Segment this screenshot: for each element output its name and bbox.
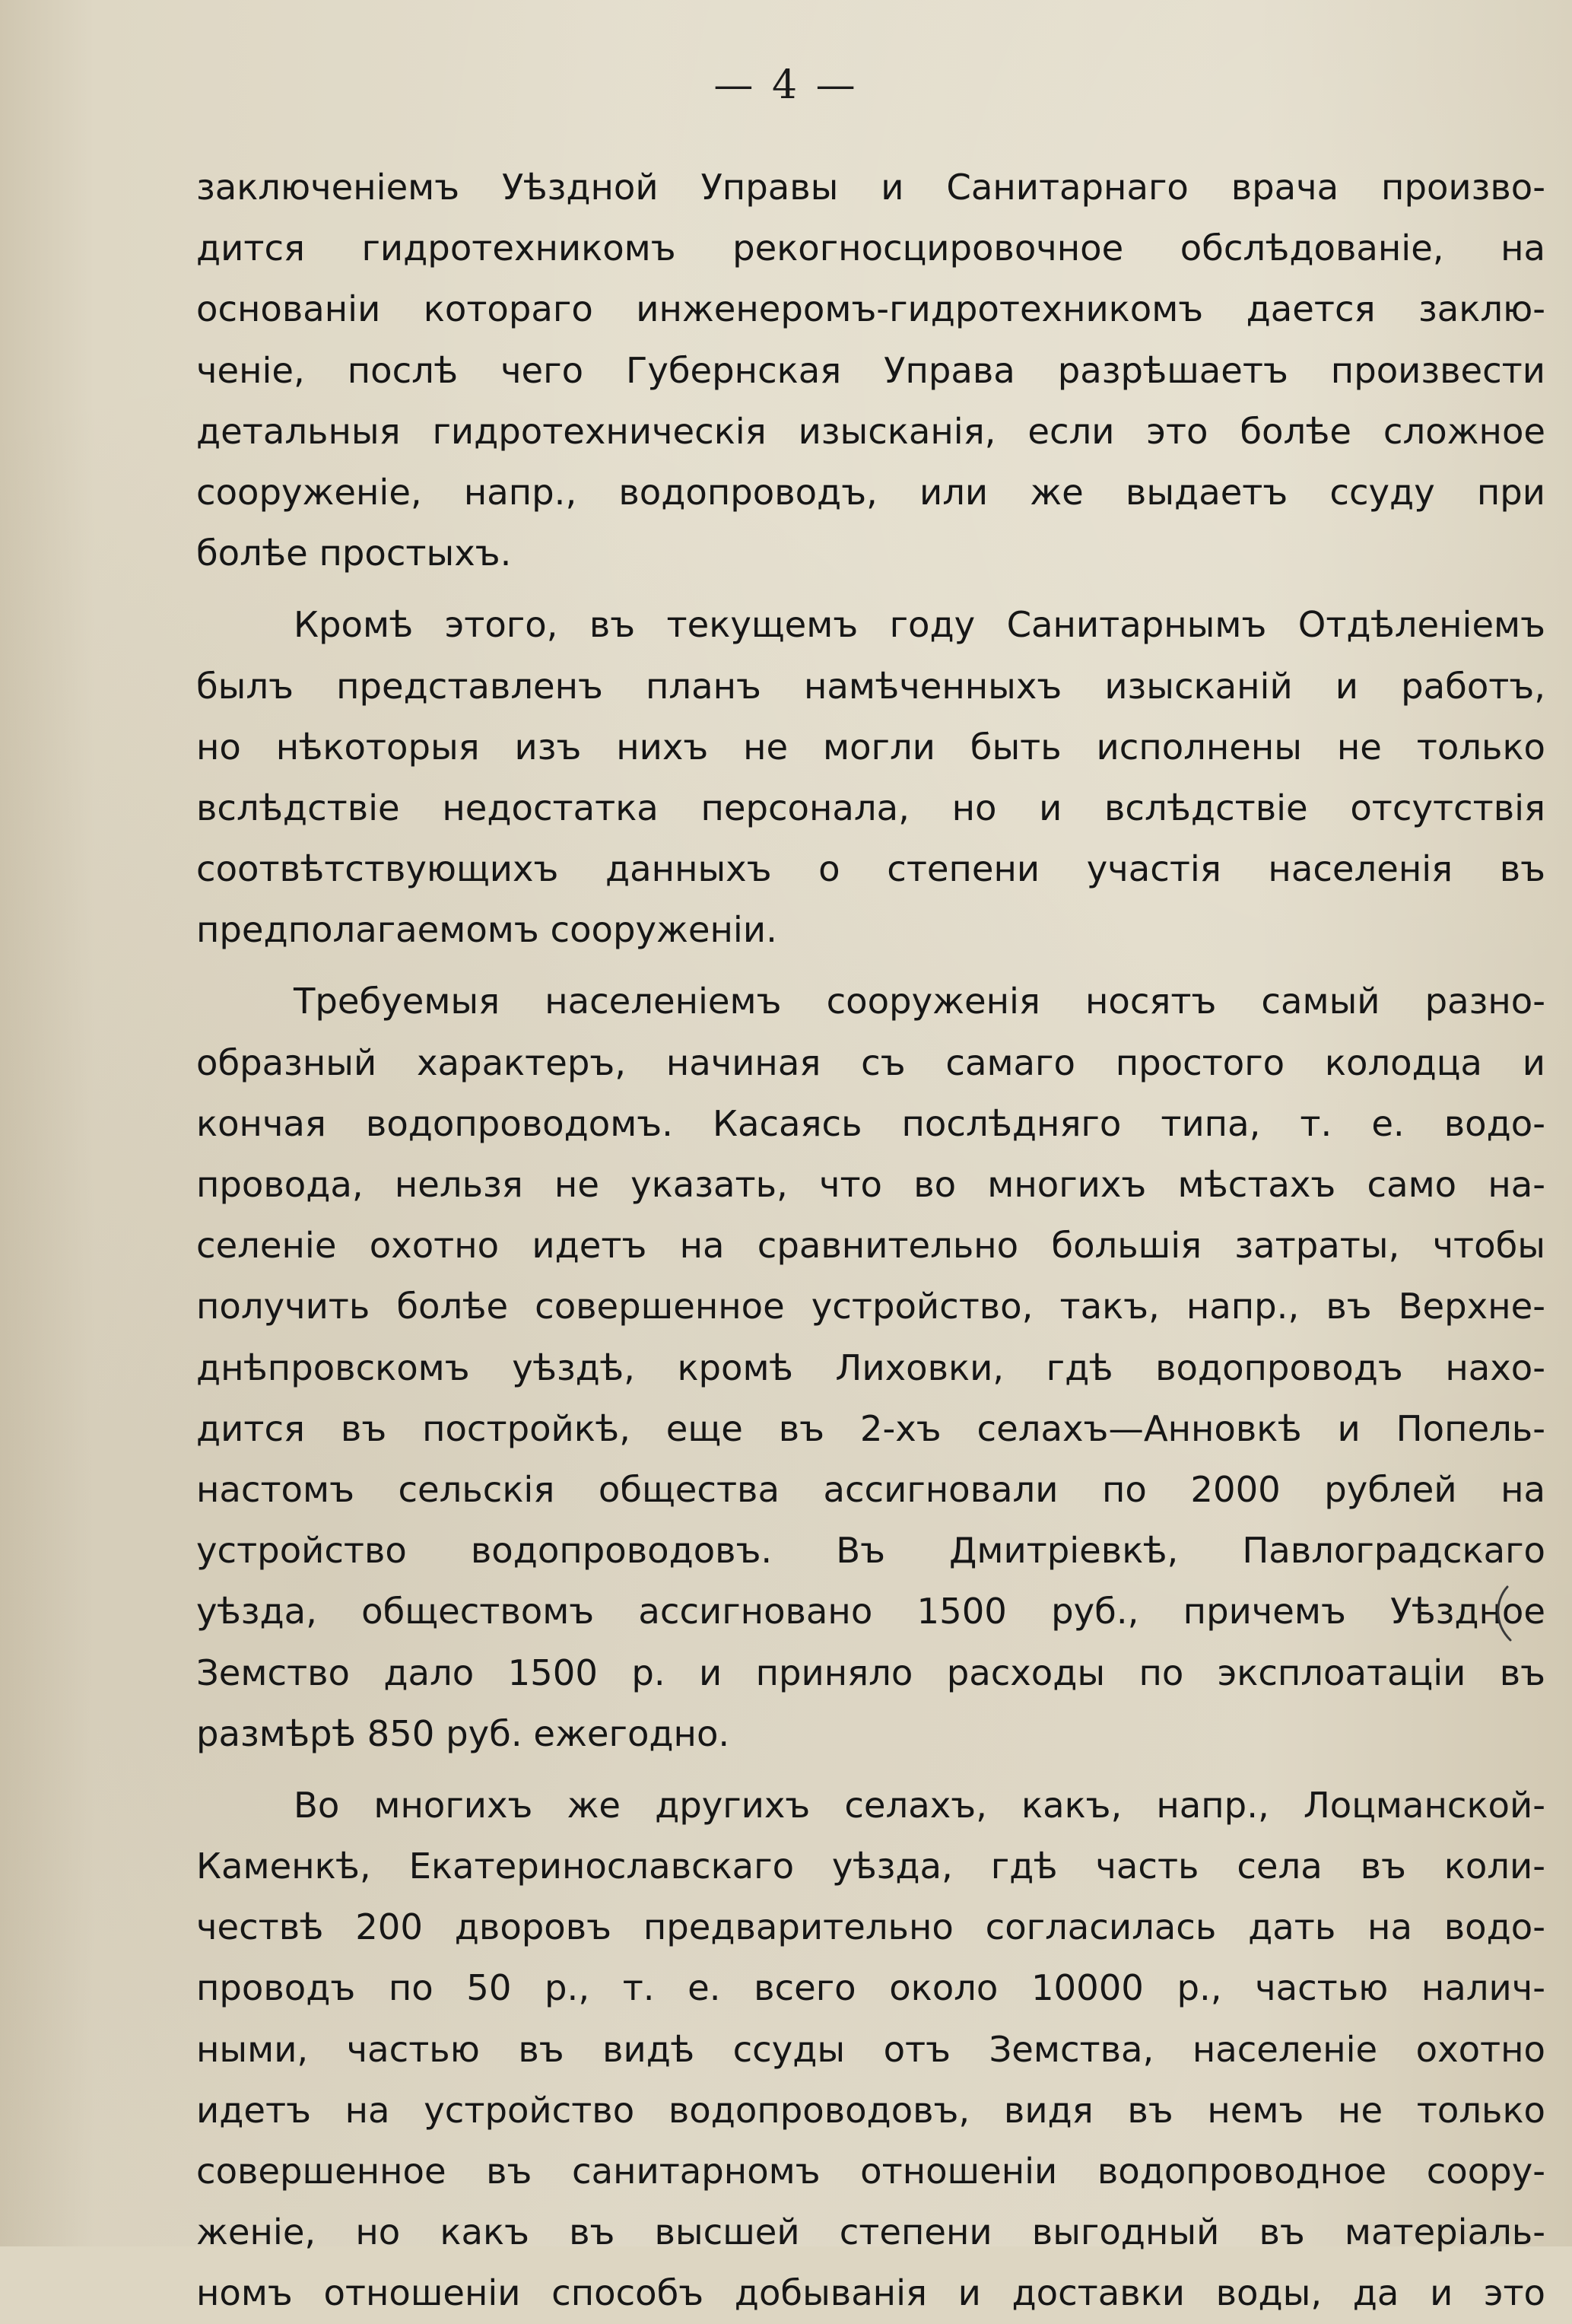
paragraph [196, 1775, 1545, 2324]
text-line: дится гидротехникомъ рекогносцировочное обслѣдованіе, на [196, 227, 1545, 269]
paragraph [196, 971, 1545, 1763]
text-line: женіе, но какъ въ высшей степени выгодный въ матеріаль- [196, 2211, 1545, 2253]
paragraph [196, 157, 1545, 583]
text-line: Каменкѣ, Екатеринославскаго уѣзда, гдѣ часть села въ коли- [196, 1846, 1545, 1887]
paragraph-gap [196, 1764, 1545, 1775]
text-line: днѣпровскомъ уѣздѣ, кромѣ Лиховки, гдѣ водопроводъ нахо- [196, 1346, 1545, 1388]
text-line: устройство водопроводовъ. Въ Дмитріевкѣ, Павлоградскаго [196, 1530, 1545, 1572]
text-line: получить болѣе совершенное устройство, такъ, напр., въ Верхне- [196, 1286, 1545, 1327]
margin-pencil-mark [1491, 1584, 1521, 1645]
text-line: детальныя гидротехническія изысканія, если это болѣе сложное [196, 410, 1545, 452]
text-line: размѣрѣ 850 руб. ежегодно. [196, 1712, 730, 1754]
text-line: образный характеръ, начиная съ самаго простого колодца и [196, 1041, 1545, 1083]
text-line: заключеніемъ Уѣздной Управы и Санитарнаго врача произво- [196, 167, 1545, 208]
text-line: Кромѣ этого, въ текущемъ году Санитарнымъ Отдѣленіемъ [294, 604, 1545, 646]
text-line: но нѣкоторыя изъ нихъ не могли быть исполнены не только [196, 726, 1545, 768]
text-line: кончая водопроводомъ. Касаясь послѣдняго типа, т. е. водо- [196, 1102, 1545, 1144]
text-line: провода, нельзя не указать, что во многихъ мѣстахъ само на- [196, 1164, 1545, 1205]
paragraph [196, 594, 1545, 960]
text-line: Во многихъ же другихъ селахъ, какъ, напр., Лоцманской- [294, 1784, 1545, 1826]
page-number: — 4 — [713, 62, 859, 108]
text-line: селеніе охотно идетъ на сравнительно большія затраты, чтобы [196, 1225, 1545, 1267]
text-line: вслѣдствіе недостатка персонала, но и вслѣдствіе отсутствія [196, 787, 1545, 828]
text-line: ными, частью въ видѣ ссуды отъ Земства, населеніе охотно [196, 2028, 1545, 2070]
text-line: настомъ сельскія общества ассигновали по 2000 рублей на [196, 1468, 1545, 1510]
text-line: дится въ постройкѣ, еще въ 2-хъ селахъ—Анновкѣ и Попель- [196, 1407, 1545, 1449]
text-line: совершенное въ санитарномъ отношеніи водопроводное соору- [196, 2151, 1545, 2192]
text-line: предполагаемомъ сооруженіи. [196, 909, 777, 951]
text-line: номъ отношеніи способъ добыванія и доставки воды, да и это [196, 2272, 1545, 2314]
text-line: уѣзда, обществомъ ассигновано 1500 руб., причемъ Уѣздное [196, 1591, 1545, 1633]
text-line: соотвѣтствующихъ данныхъ о степени участія населенія въ [196, 848, 1545, 890]
text-line: основаніи котораго инженеромъ-гидротехникомъ дается заклю- [196, 288, 1545, 330]
body-text [196, 157, 1545, 2324]
text-line: сооруженіе, напр., водопроводъ, или же выдаетъ ссуду при [196, 471, 1545, 513]
paragraph-gap [196, 960, 1545, 971]
text-line: чествѣ 200 дворовъ предварительно согласилась дать на водо- [196, 1906, 1545, 1948]
text-line: Требуемыя населеніемъ сооруженія носятъ самый разно- [294, 981, 1545, 1022]
text-line: Земство дало 1500 р. и приняло расходы по эксплоатаціи въ [196, 1652, 1545, 1693]
text-line: идетъ на устройство водопроводовъ, видя въ немъ не только [196, 2089, 1545, 2131]
text-line: болѣе простыхъ. [196, 533, 512, 574]
text-line: проводъ по 50 р., т. е. всего около 10000 р., частью налич- [196, 1967, 1545, 2009]
paragraph-gap [196, 583, 1545, 594]
text-line: былъ представленъ планъ намѣченныхъ изысканій и работъ, [196, 665, 1545, 707]
text-line: ченіе, послѣ чего Губернская Управа разрѣшаетъ произвести [196, 349, 1545, 391]
